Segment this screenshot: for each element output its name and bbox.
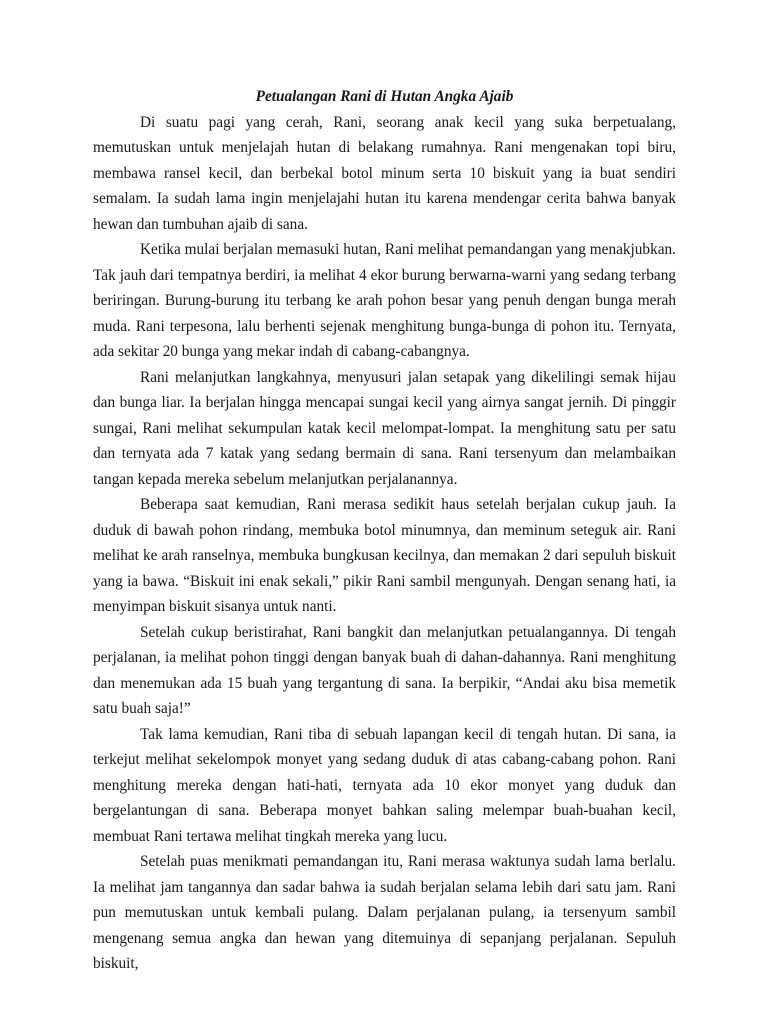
paragraph-4: Beberapa saat kemudian, Rani merasa sedikit haus setelah berjalan cukup jauh. Ia duduk di bawah pohon rindang, membuka botol minumnya, dan meminum seteguk air. Rani melihat ke arah ranselnya, membuka bungkusan kecilnya, dan memakan 2 dari sepuluh biskuit yang ia bawa. “Biskuit ini enak sekali,” pikir Rani sambil mengunyah. Dengan senang hati, ia menyimpan biskuit sisanya untuk nanti. — [93, 496, 676, 615]
paragraph-7: Setelah puas menikmati pemandangan itu, Rani merasa waktunya sudah lama berlalu. Ia melihat jam tangannya dan sadar bahwa ia sudah berjalan selama lebih dari satu jam. Rani pun memutuskan untuk kembali pulang. Dalam perjalanan pulang, ia tersenyum sambil mengenang semua angka dan hewan yang ditemuinya di sepanjang perjalanan. Sepuluh biskuit, — [93, 853, 676, 972]
paragraph-3: Rani melanjutkan langkahnya, menyusuri jalan setapak yang dikelilingi semak hijau dan bunga liar. Ia berjalan hingga mencapai sungai kecil yang airnya sangat jernih. Di pinggir sungai, Rani melihat sekumpulan katak kecil melompat-lompat. Ia menghitung satu per satu dan ternyata ada 7 katak yang sedang bermain di sana. Rani tersenyum dan melambaikan tangan kepada mereka sebelum melanjutkan perjalanannya. — [93, 368, 676, 488]
paragraph-5: Setelah cukup beristirahat, Rani bangkit dan melanjutkan petualangannya. Di tengah perjalanan, ia melihat pohon tinggi dengan banyak buah di dahan-dahannya. Rani menghitung dan menemukan ada 15 buah yang tergantung di sana. Ia berpikir, “Andai aku bisa memetik satu buah saja!” — [93, 623, 676, 717]
document-title: Petualangan Rani di Hutan Angka Ajaib — [255, 88, 514, 105]
paragraph-6: Tak lama kemudian, Rani tiba di sebuah lapangan kecil di tengah hutan. Di sana, ia terkejut melihat sekelompok monyet yang sedang duduk di atas cabang-cabang pohon. Rani menghitung mereka dengan hati-hati, ternyata ada 10 ekor monyet yang duduk dan bergelantungan di sana. Beberapa monyet bahkan saling melempar buah-buahan kecil, membuat Rani tertawa melihat tingkah mereka yang lucu. — [93, 725, 676, 845]
paragraph-1: Di suatu pagi yang cerah, Rani, seorang anak kecil yang suka berpetualang, memutuskan untuk menjelajah hutan di belakang rumahnya. Rani mengenakan topi biru, membawa ransel kecil, dan berbekal botol minum serta 10 biskuit yang ia buat sendiri semalam. Ia sudah lama ingin menjelajahi hutan itu karena mendengar cerita bahwa banyak hewan dan tumbuhan ajaib di sana. — [93, 113, 676, 233]
paragraph-2: Ketika mulai berjalan memasuki hutan, Rani melihat pemandangan yang menakjubkan. Tak jauh dari tempatnya berdiri, ia melihat 4 ekor burung berwarna-warni yang sedang terbang beriringan. Burung-burung itu terbang ke arah pohon besar yang penuh dengan bunga merah muda. Rani terpesona, lalu berhenti sejenak menghitung bunga-bunga di pohon itu. Ternyata, ada sekitar 20 bunga yang mekar indah di cabang-cabangnya. — [93, 241, 676, 360]
